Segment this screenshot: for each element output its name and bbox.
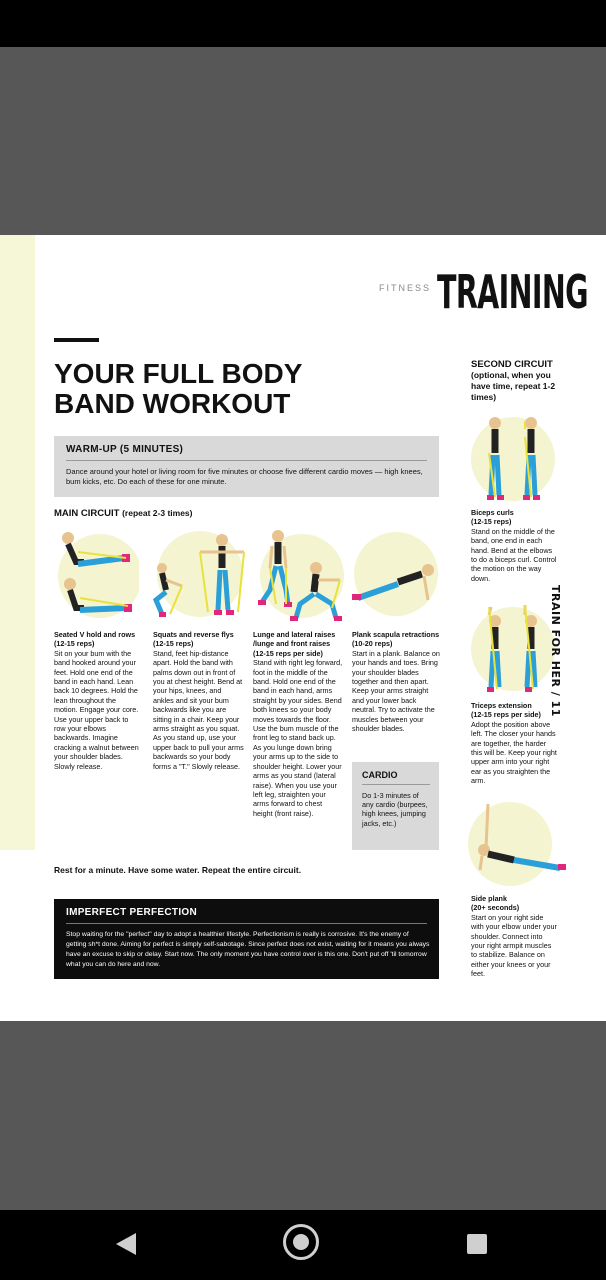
warmup-divider [66, 460, 427, 461]
plank-illustration [352, 528, 442, 623]
exercise-title: Side plank [471, 894, 507, 903]
seated-row-illustration [54, 528, 139, 623]
imperfect-perfection-box [54, 899, 439, 979]
triceps-extension-illustration [469, 605, 559, 695]
section-label: FITNESS [379, 283, 432, 293]
headline-line-1: YOUR FULL BODY [54, 358, 303, 389]
cardio-box [352, 762, 439, 850]
second-circuit-title: SECOND CIRCUIT [471, 359, 553, 370]
exercise-reps: (12-15 reps per side) [253, 648, 323, 658]
exercise-side-plank [471, 894, 557, 979]
cardio-text: Do 1-3 minutes of any cardio (burpees, high knees, jumping jacks, etc.) [362, 791, 428, 828]
warmup-title: WARM-UP (5 MINUTES) [66, 444, 184, 455]
squat-reverse-fly-illustration [148, 528, 248, 623]
main-circuit-heading [54, 508, 192, 519]
exercise-title: Seated V hold and rows [54, 630, 136, 639]
exercise-title: Triceps extension [471, 701, 532, 710]
exercise-reps: (20+ seconds) [471, 903, 520, 913]
exercise-reps: (12-15 reps) [54, 639, 95, 649]
exercise-biceps-curls [471, 508, 557, 583]
headline-line-2: BAND WORKOUT [54, 388, 291, 419]
imperfect-title: IMPERFECT PERFECTION [66, 907, 198, 918]
exercise-title: Lunge and lateral raises /lunge and front raises [253, 630, 336, 649]
exercise-text: Stand, feet hip-distance apart. Hold the band with palms down out in front of you at chest height. Bend at your hips, knees, and ankles and sit your bum backwards like you are sitting in a chair. Keep your arms straight as you squat. As you stand up, use your upper back to pull your arms backwards so your body forms a "T." Slowly release. [153, 648, 244, 771]
back-icon[interactable] [116, 1233, 136, 1255]
imperfect-divider [66, 923, 427, 924]
second-circuit-heading [471, 359, 566, 403]
article-headline [54, 359, 354, 419]
exercise-title: Squats and reverse flys [153, 630, 234, 639]
magazine-page [0, 235, 606, 1021]
exercise-triceps-extension [471, 701, 557, 786]
viewer-background-bottom [0, 1021, 606, 1210]
exercise-plank-scapula [352, 630, 442, 733]
warmup-box [54, 436, 439, 497]
home-icon[interactable] [283, 1224, 319, 1260]
rest-note: Rest for a minute. Have some water. Repeat the entire circuit. [54, 865, 302, 875]
second-circuit-sub: (optional, when you have time, repeat 1-2 times) [471, 370, 556, 402]
side-running-tag: TRAIN FOR HER / 11 [549, 585, 562, 717]
exercise-title: Plank scapula retractions [352, 630, 440, 639]
viewer-background-top [0, 47, 606, 235]
exercise-seated-v-hold [54, 630, 140, 771]
side-plank-illustration [466, 798, 566, 888]
exercise-reps: (12-15 reps) [153, 639, 194, 649]
exercise-text: Stand with right leg forward, foot in the middle of the band. Hold one end of the band in each hand, arms straight by your sides. Bend both knees so your body moves towards the floor. Use the bum muscle of the front leg to stand back up. As you lunge down bring your arms up to the side to shoulder height. Lower your arms as you stand (lateral raise). When you use your left leg, straighten your arms forward to chest height (front raise). [253, 658, 343, 818]
warmup-text: Dance around your hotel or living room for five minutes or choose five different cardio moves — high knees, bum kicks, etc. Do each of these for one minute. [66, 467, 423, 486]
status-bar [0, 0, 606, 47]
home-icon-dot [293, 1234, 309, 1250]
exercise-text: Stand on the middle of the band, one end in each hand. Bend at the elbows to do a biceps curl. Control the motion on the way down. [471, 526, 557, 583]
headline-rule [54, 338, 99, 342]
section-title: TRAINING [437, 265, 588, 319]
cardio-divider [362, 784, 430, 785]
exercise-title: Biceps curls [471, 508, 514, 517]
exercise-reps: (12-15 reps) [471, 517, 512, 527]
exercise-squats-reverse-flys [153, 630, 244, 771]
page-edge-strip [0, 235, 35, 850]
cardio-title: CARDIO [362, 770, 398, 780]
lunge-raise-illustration [252, 528, 347, 623]
exercise-text: Start on your right side with your elbow under your shoulder. Connect into your right armpit muscles to stabilize. Balance on either your knees or your feet. [471, 912, 557, 979]
exercise-reps: (12-15 reps per side) [471, 710, 541, 720]
recent-apps-icon[interactable] [467, 1234, 487, 1254]
exercise-text: Start in a plank. Balance on your hands and toes. Bring your shoulder blades together and then apart. Keep your arms straight and your lower back neutral. Try to activate the muscles between your shoulder blades. [352, 648, 440, 734]
exercise-reps: (10-20 reps) [352, 639, 393, 649]
biceps-curl-illustration [469, 415, 559, 505]
exercise-text: Sit on your bum with the band hooked around your feet. Hold one end of the band in each hand. Lean back 10 degrees. Hold the lean throughout the motion. Engage your core. Use your upper back to row your elbows backwards. Imagine cracking a walnut between your shoulder blades. Slowly release. [54, 648, 139, 771]
main-circuit-label: MAIN CIRCUIT [54, 508, 120, 519]
imperfect-text: Stop waiting for the "perfect" day to adopt a healthier lifestyle. Perfectionism is really is corrosive. It's the enemy of getting sh*t done. Aiming for perfect is simply self-sabotage. Since perfect does not exist, waiting for it means you always have an excuse to skip or delay. Start now. The only moment you have control over is this one. Don't put off 'til tomorrow what you can do here and now. [66, 931, 430, 968]
main-circuit-sub: (repeat 2-3 times) [122, 508, 193, 518]
exercise-lunge-raises [253, 630, 343, 818]
exercise-text: Adopt the position above left. The closer your hands are together, the harder this will be. Keep your right upper arm into your right ear as you straighten the arm. [471, 719, 557, 786]
